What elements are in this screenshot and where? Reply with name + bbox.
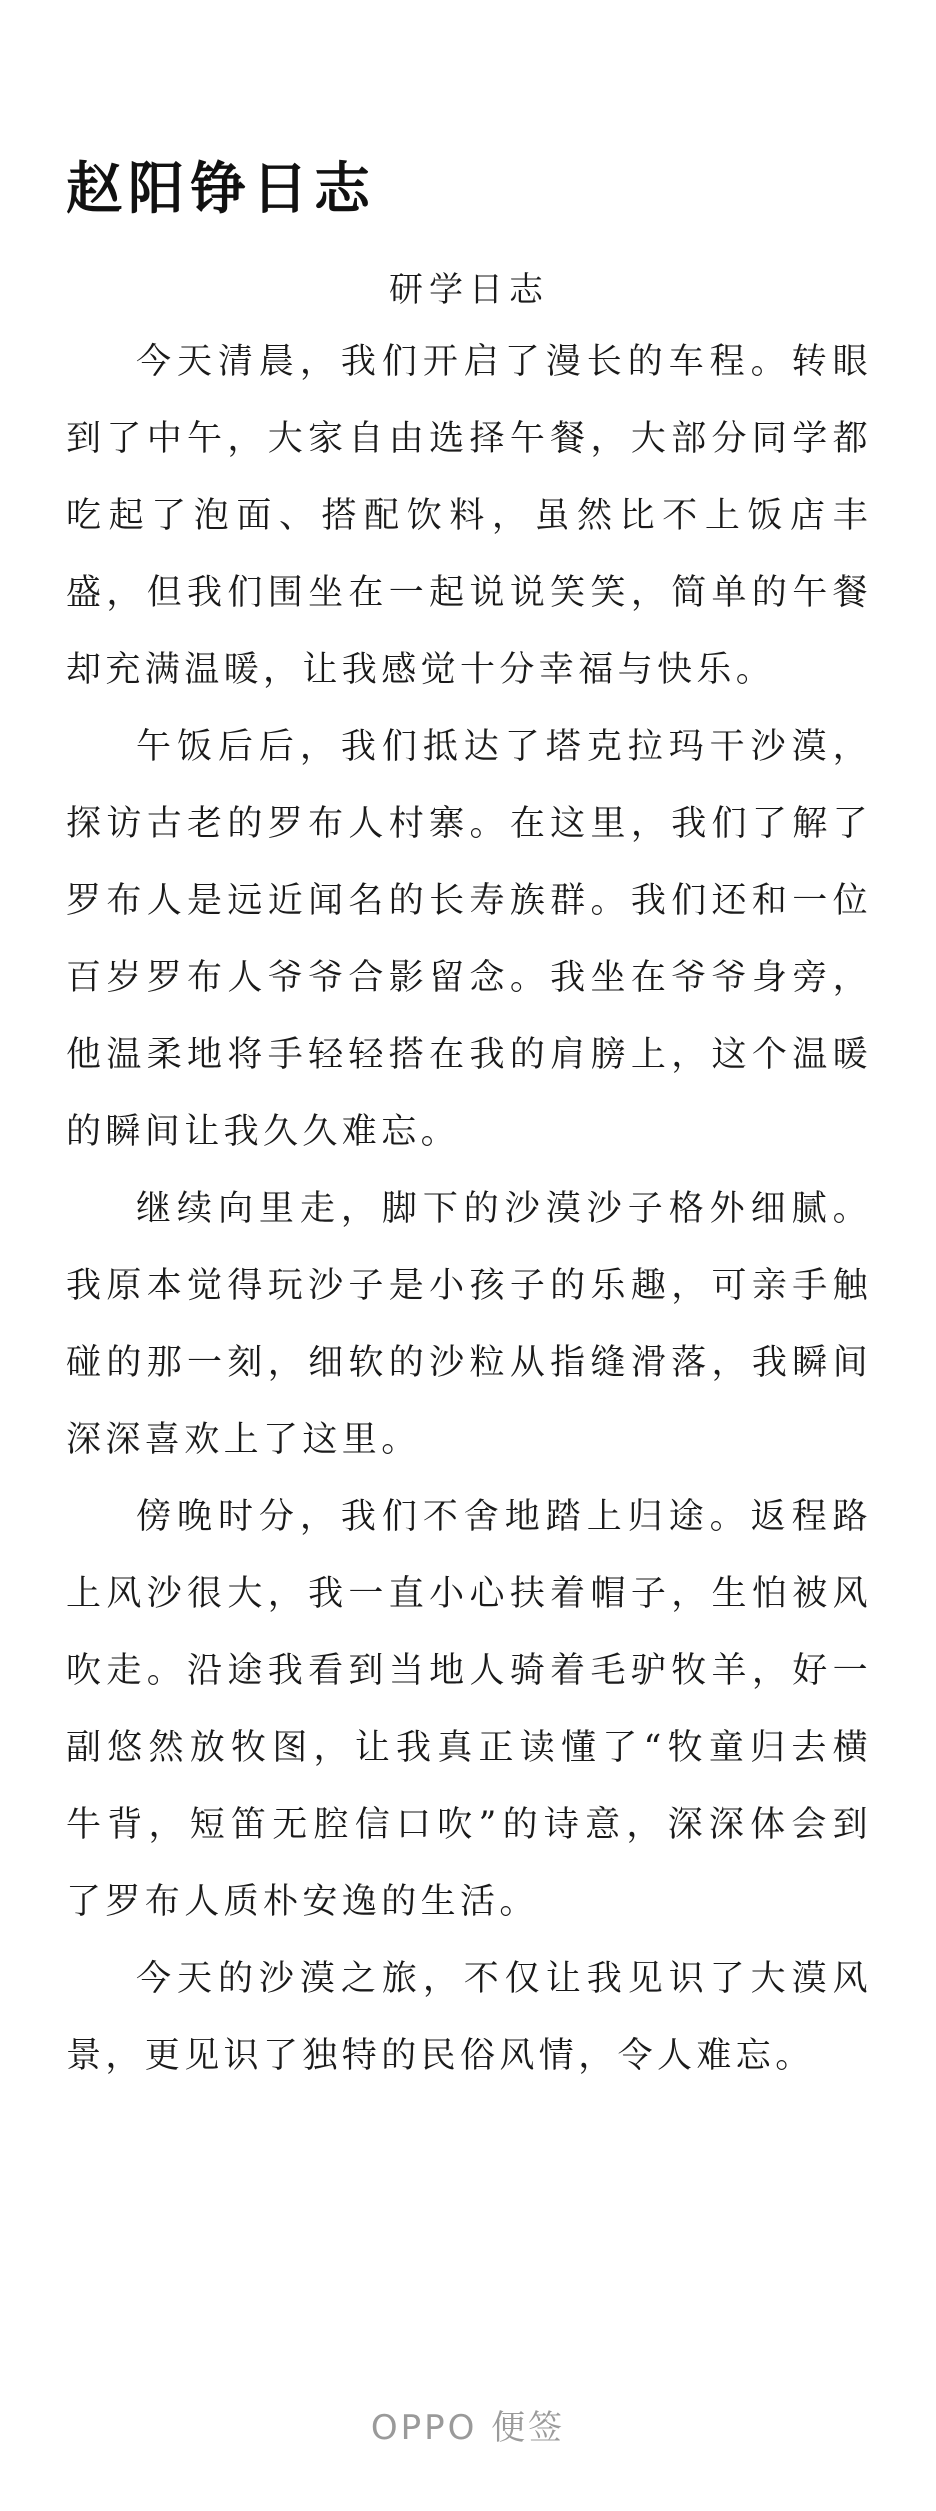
app-watermark: OPPO 便签 <box>370 2408 566 2448</box>
note-paragraph: 继续向里走，脚下的沙漠沙子格外细腻。我原本觉得玩沙子是小孩子的乐趣，可亲手触碰的那一刻，细软的沙粒从指缝滑落，我瞬间深深喜欢上了这里。 <box>66 1189 872 1460</box>
note-paragraph: 今天清晨，我们开启了漫长的车程。转眼到了中午，大家自由选择午餐，大部分同学都吃起了泡面、搭配饮料，虽然比不上饭店丰盛，但我们围坐在一起说说笑笑，简单的午餐却充满温暖，让我感觉十分幸福与快乐。 <box>66 342 872 690</box>
note-paragraph: 今天的沙漠之旅，不仅让我见识了大漠风景，更见识了独特的民俗风情，令人难忘。 <box>66 1959 872 2076</box>
note-body[interactable] <box>66 260 872 2095</box>
note-container <box>66 150 872 2095</box>
note-paragraph: 傍晚时分，我们不舍地踏上归途。返程路上风沙很大，我一直小心扶着帽子，生怕被风吹走。沿途我看到当地人骑着毛驴牧羊，好一副悠然放牧图，让我真正读懂了“牧童归去横牛背，短笛无腔信口吹”的诗意，深深体会到了罗布人质朴安逸的生活。 <box>66 1497 872 1922</box>
note-paragraph: 午饭后后，我们抵达了塔克拉玛干沙漠，探访古老的罗布人村寨。在这里，我们了解了罗布人是远近闻名的长寿族群。我们还和一位百岁罗布人爷爷合影留念。我坐在爷爷身旁，他温柔地将手轻轻搭在我的肩膀上，这个温暖的瞬间让我久久难忘。 <box>66 727 872 1152</box>
note-subheading: 研学日志 <box>389 270 549 310</box>
note-title[interactable]: 赵阳铮日志 <box>66 157 376 222</box>
